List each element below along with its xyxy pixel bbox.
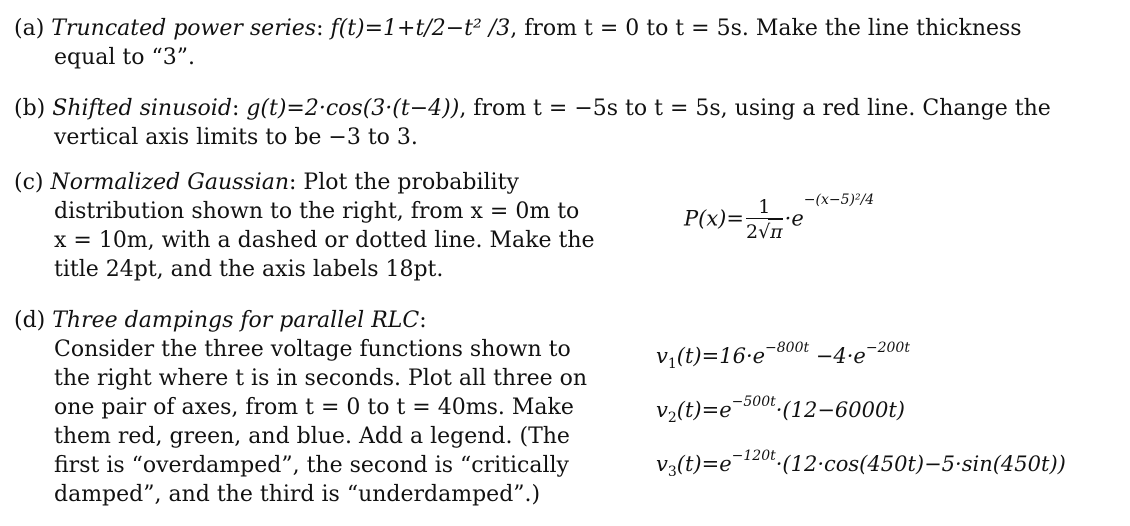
problem-a-instruction-2: equal to “3”. xyxy=(54,45,195,70)
gaussian-lhs: P(x)= xyxy=(684,206,744,231)
v3-formula xyxy=(656,448,1066,480)
v3-exp1: −120t xyxy=(731,448,776,464)
v2-formula xyxy=(656,394,905,426)
problem-c-text-3: x = 10m, with a dashed or dotted line. Make the xyxy=(54,228,595,253)
gaussian-rhs: ·e xyxy=(784,206,804,231)
problem-c-text-2: distribution shown to the right, from x = 0m to xyxy=(54,199,580,224)
problem-c-text-1: : Plot the probability xyxy=(289,170,519,195)
problem-a xyxy=(14,14,1022,72)
problem-d-text-4: them red, green, and blue. Add a legend. (The xyxy=(54,424,570,449)
v3-eq: (t)=e xyxy=(676,452,732,476)
problem-c-label: (c) xyxy=(14,170,44,195)
problem-a-formula: f(t)=1+t/2−t² /3 xyxy=(330,16,511,41)
problem-d-text-1: Consider the three voltage functions shown to xyxy=(54,337,571,362)
v2-exp1: −500t xyxy=(731,394,776,410)
problem-a-label: (a) xyxy=(14,16,45,41)
problem-a-title: Truncated power series xyxy=(51,16,317,41)
v2-mid: ·(12−6000t) xyxy=(775,398,905,422)
problem-a-instruction-1: Make the line thickness xyxy=(755,16,1022,41)
problem-b-text-2: vertical axis limits to be −3 to 3. xyxy=(54,125,418,150)
gaussian-formula xyxy=(684,192,875,244)
gaussian-numerator: 1 xyxy=(746,196,783,219)
problem-c-line-1 xyxy=(14,168,595,197)
v1-subscript: 1 xyxy=(667,356,677,372)
gaussian-denominator: 2√π xyxy=(745,221,783,243)
gaussian-fraction xyxy=(746,196,783,244)
gaussian-exponent: −(x−5)²/4 xyxy=(803,192,875,208)
problem-b-title: Shifted sinusoid xyxy=(52,96,232,121)
problem-b-label: (b) xyxy=(14,96,46,121)
v3-mid: ·(12·cos(450t)−5·sin(450t)) xyxy=(775,452,1066,476)
v2-subscript: 2 xyxy=(667,410,677,426)
problem-c-title: Normalized Gaussian xyxy=(50,170,290,195)
problem-a-range: , from t = 0 to t = 5s. xyxy=(510,16,749,41)
problem-d-line-1: (d) Three dampings for parallel RLC: xyxy=(14,308,427,333)
problem-d-text-5: first is “overdamped”, the second is “critically xyxy=(54,453,569,478)
v3-subscript: 3 xyxy=(667,464,677,480)
v1-exp1: −800t xyxy=(765,340,810,356)
problem-d-title: Three dampings for parallel RLC xyxy=(52,308,420,333)
v1-eq: (t)=16·e xyxy=(676,344,766,368)
problem-b-line-1: (b) Shifted sinusoid: g(t)=2·cos(3·(t−4)), from t = −5s to t = 5s, using a red line. Change the xyxy=(14,96,1051,121)
problem-d-label: (d) xyxy=(14,308,46,333)
v1-mid: −4·e xyxy=(809,344,866,368)
problem-b xyxy=(14,94,1051,152)
gaussian-den-coefficient: 2 xyxy=(745,221,759,243)
v1-formula xyxy=(656,340,910,372)
problem-d-text-2: the right where t is in seconds. Plot all three on xyxy=(54,366,588,391)
problem-a-line-1: (a) Truncated power series: f(t)=1+t/2−t² /3, from t = 0 to t = 5s. Make the line thickness xyxy=(14,16,1022,41)
problem-c xyxy=(14,168,595,284)
problem-b-text-1: , from t = −5s to t = 5s, using a red line. Change the xyxy=(459,96,1051,121)
v3-symbol: v xyxy=(656,452,668,476)
v2-symbol: v xyxy=(656,398,668,422)
problem-c-text-4: title 24pt, and the axis labels 18pt. xyxy=(54,257,444,282)
gaussian-den-root: π xyxy=(770,221,783,243)
problem-d-text-3: one pair of axes, from t = 0 to t = 40ms. Make xyxy=(54,395,574,420)
v1-exp2: −200t xyxy=(865,340,910,356)
problem-d-text-6: damped”, and the third is “underdamped”.) xyxy=(54,482,541,507)
v1-symbol: v xyxy=(656,344,668,368)
problem-b-formula: g(t)=2·cos(3·(t−4)) xyxy=(246,96,460,121)
v2-eq: (t)=e xyxy=(676,398,732,422)
problem-d xyxy=(14,306,587,509)
